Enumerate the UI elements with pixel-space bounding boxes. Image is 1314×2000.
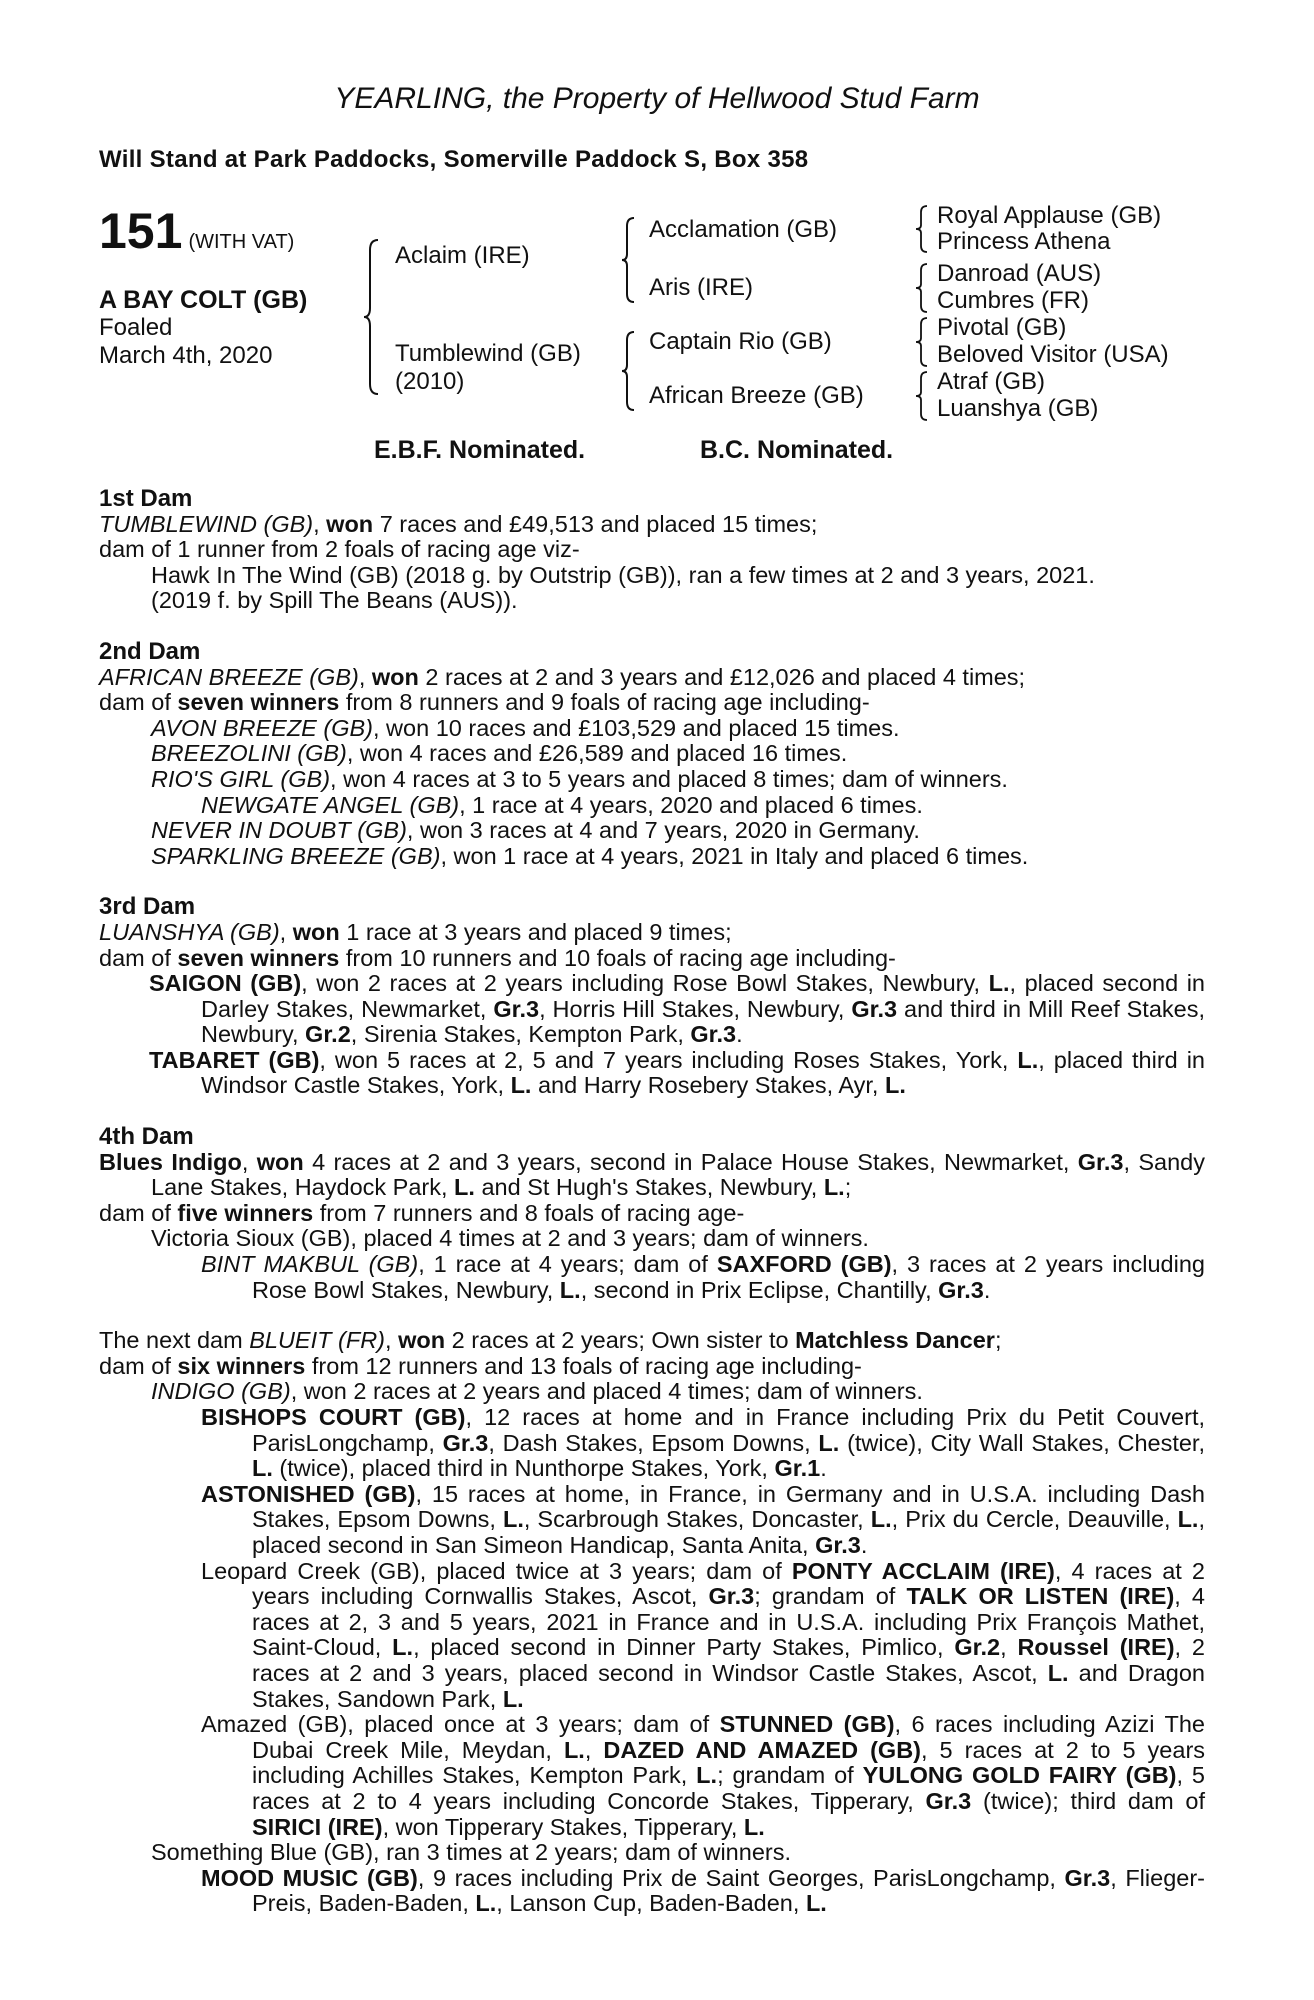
produce-line: TABARET (GB), won 5 races at 2, 5 and 7 years including Roses Stakes, York, L., placed third in Windsor Castle Stakes, York, L. and Harry Rosebery Stakes, Ayr, L. bbox=[149, 1046, 1205, 1099]
dam-line: dam of five winners from 7 runners and 8 foals of racing age- bbox=[99, 1199, 745, 1226]
pedigree-gen2-4: African Breeze (GB) bbox=[649, 382, 864, 409]
pedigree-dam: Tumblewind (GB) bbox=[395, 340, 581, 367]
pedigree-gen3-3: Danroad (AUS) bbox=[937, 260, 1102, 287]
section-heading: 2nd Dam bbox=[99, 637, 201, 665]
dam-line: dam of six winners from 12 runners and 13 foals of racing age including- bbox=[99, 1352, 862, 1379]
produce-line: NEVER IN DOUBT (GB), won 3 races at 4 and 7 years, 2020 in Germany. bbox=[151, 817, 920, 844]
foaled-date: March 4th, 2020 bbox=[99, 342, 273, 369]
pedigree-gen3-6: Beloved Visitor (USA) bbox=[937, 341, 1169, 368]
pedigree-gen2-3: Captain Rio (GB) bbox=[649, 328, 832, 355]
produce-line: (2019 f. by Spill The Beans (AUS)). bbox=[151, 587, 518, 614]
second-dam-section bbox=[99, 639, 1205, 869]
produce-line: INDIGO (GB), won 2 races at 2 years and placed 4 times; dam of winners. bbox=[151, 1378, 923, 1405]
pedigree-gen3-8: Luanshya (GB) bbox=[937, 395, 1099, 422]
produce-line: NEWGATE ANGEL (GB), 1 race at 4 years, 2020 and placed 6 times. bbox=[201, 791, 923, 818]
fourth-dam-section bbox=[99, 1124, 1205, 1303]
pedigree-gen3-2: Princess Athena bbox=[937, 228, 1111, 255]
dam-line: TUMBLEWIND (GB), won 7 races and £49,513 and placed 15 times; bbox=[99, 510, 818, 537]
third-dam-section bbox=[99, 894, 1205, 1099]
dam-line: The next dam BLUEIT (FR), won 2 races at 2 years; Own sister to Matchless Dancer; bbox=[99, 1327, 1002, 1354]
dam-line: AFRICAN BREEZE (GB), won 2 races at 2 and 3 years and £12,026 and placed 4 times; bbox=[99, 663, 1026, 690]
produce-line: SPARKLING BREEZE (GB), won 1 race at 4 years, 2021 in Italy and placed 6 times. bbox=[151, 842, 1029, 869]
pedigree-brace-dam bbox=[620, 330, 638, 412]
bc-nomination: B.C. Nominated. bbox=[700, 436, 894, 464]
produce-line: ASTONISHED (GB), 15 races at home, in France, in Germany and in U.S.A. including Dash Stakes, Epsom Downs, L., Scarbrough Stakes, Doncaster, L., Prix du Cercle, Deauville, L., placed second in San Simeon Handicap, Santa Anita, Gr.3. bbox=[201, 1480, 1206, 1558]
lot-number: 151 bbox=[99, 203, 183, 259]
dam-line: dam of seven winners from 8 runners and 9 foals of racing age including- bbox=[99, 689, 870, 716]
pedigree-brace-g3-3 bbox=[914, 316, 930, 368]
produce-line: SAIGON (GB), won 2 races at 2 years including Rose Bowl Stakes, Newbury, L., placed second in Darley Stakes, Newmarket, Gr.3, Horris Hill Stakes, Newbury, Gr.3 and third in Mill Reef Stakes, Newbury, Gr.2, Sirenia Stakes, Kempton Park, Gr.3. bbox=[149, 970, 1206, 1048]
pedigree-gen2-2: Aris (IRE) bbox=[649, 274, 753, 301]
dam-line: Blues Indigo, won 4 races at 2 and 3 years, second in Palace House Stakes, Newmarket, Gr.3, Sandy Lane Stakes, Haydock Park, L. and St Hugh's Stakes, Newbury, L.; bbox=[99, 1148, 1206, 1201]
pedigree-dam-year: (2010) bbox=[395, 368, 465, 395]
dam-line: dam of seven winners from 10 runners and 10 foals of racing age including- bbox=[99, 944, 896, 971]
dam-line: LUANSHYA (GB), won 1 race at 3 years and placed 9 times; bbox=[99, 918, 732, 945]
catalogue-text bbox=[99, 486, 1205, 1917]
first-dam-section bbox=[99, 486, 1205, 614]
pedigree-gen3-4: Cumbres (FR) bbox=[937, 287, 1090, 314]
horse-name: A BAY COLT (GB) bbox=[99, 286, 308, 314]
pedigree-gen3-5: Pivotal (GB) bbox=[937, 314, 1067, 341]
pedigree-gen2-1: Acclamation (GB) bbox=[649, 216, 838, 243]
produce-line: BINT MAKBUL (GB), 1 race at 4 years; dam of SAXFORD (GB), 3 races at 2 years including Rose Bowl Stakes, Newbury, L., second in Prix Eclipse, Chantilly, Gr.3. bbox=[201, 1251, 1205, 1303]
next-dam-section bbox=[99, 1328, 1205, 1917]
pedigree-brace-g3-4 bbox=[914, 370, 930, 422]
section-heading: 3rd Dam bbox=[99, 893, 196, 921]
lot-number-block bbox=[99, 202, 294, 260]
produce-line: BISHOPS COURT (GB), 12 races at home and in France including Prix du Petit Couvert, ParisLongchamp, Gr.3, Dash Stakes, Epsom Downs, L. (twice), City Wall Stakes, Chester, L. (twice), placed third in Nunthorpe Stakes, York, Gr.1. bbox=[201, 1404, 1206, 1482]
foaled-label: Foaled bbox=[99, 314, 173, 341]
pedigree-brace-sire bbox=[620, 216, 638, 304]
pedigree-gen3-1: Royal Applause (GB) bbox=[937, 202, 1162, 229]
produce-line: Leopard Creek (GB), placed twice at 3 years; dam of PONTY ACCLAIM (IRE), 4 races at 2 years including Cornwallis Stakes, Ascot, Gr.3; grandam of TALK OR LISTEN (IRE), 4 races at 2, 3 and 5 years, 2021 in France and in U.S.A. including Prix François Mathet, Saint-Cloud, L., placed second in Dinner Party Stakes, Pimlico, Gr.2, Roussel (IRE), 2 races at 2 and 3 years, placed second in Windsor Castle Stakes, Ascot, L. and Dragon Stakes, Sandown Park, L. bbox=[201, 1557, 1206, 1712]
pedigree-sire: Aclaim (IRE) bbox=[395, 242, 530, 269]
produce-line: Amazed (GB), placed once at 3 years; dam of STUNNED (GB), 6 races including Azizi The Dubai Creek Mile, Meydan, L., DAZED AND AMAZED (GB), 5 races at 2 to 5 years including Achilles Stakes, Kempton Park, L.; grandam of YULONG GOLD FAIRY (GB), 5 races at 2 to 4 years including Concorde Stakes, Tipperary, Gr.3 (twice); third dam of SIRICI (IRE), won Tipperary Stakes, Tipperary, L. bbox=[201, 1711, 1206, 1840]
dam-line: dam of 1 runner from 2 foals of racing age viz- bbox=[99, 536, 580, 563]
produce-line: AVON BREEZE (GB), won 10 races and £103,529 and placed 15 times. bbox=[151, 714, 900, 741]
stand-location: Will Stand at Park Paddocks, Somerville Paddock S, Box 358 bbox=[99, 146, 809, 173]
pedigree-gen3-7: Atraf (GB) bbox=[937, 368, 1046, 395]
produce-line: Hawk In The Wind (GB) (2018 g. by Outstrip (GB)), ran a few times at 2 and 3 years, 2021. bbox=[151, 561, 1095, 588]
section-heading: 4th Dam bbox=[99, 1123, 194, 1151]
produce-line: MOOD MUSIC (GB), 9 races including Prix de Saint Georges, ParisLongchamp, Gr.3, Flieger-Preis, Baden-Baden, L., Lanson Cup, Baden-Baden, L. bbox=[201, 1864, 1205, 1917]
lot-vat: (WITH VAT) bbox=[188, 231, 295, 253]
ebf-nomination: E.B.F. Nominated. bbox=[374, 436, 586, 464]
produce-line: BREEZOLINI (GB), won 4 races and £26,589 and placed 16 times. bbox=[151, 740, 848, 767]
horse-info bbox=[99, 286, 307, 370]
page-title: YEARLING, the Property of Hellwood Stud Farm bbox=[334, 82, 980, 115]
produce-line: RIO'S GIRL (GB), won 4 races at 3 to 5 years and placed 8 times; dam of winners. bbox=[151, 765, 1008, 792]
produce-line: Victoria Sioux (GB), placed 4 times at 2 and 3 years; dam of winners. bbox=[151, 1225, 869, 1252]
pedigree-brace-g3-1 bbox=[914, 204, 930, 254]
produce-line: Something Blue (GB), ran 3 times at 2 years; dam of winners. bbox=[151, 1839, 791, 1866]
pedigree-brace-g3-2 bbox=[914, 262, 930, 314]
pedigree-brace-main bbox=[362, 238, 382, 396]
section-heading: 1st Dam bbox=[99, 485, 193, 512]
